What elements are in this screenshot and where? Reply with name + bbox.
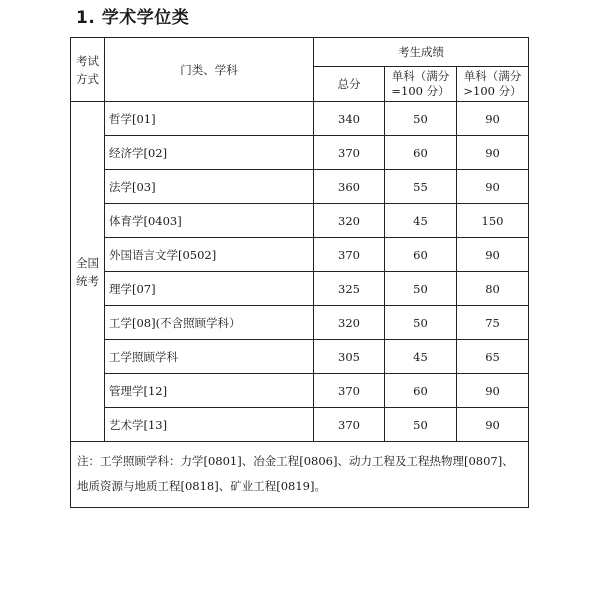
header-category: 门类、学科 <box>105 38 314 102</box>
subject-cell: 外国语言文学[0502] <box>105 238 314 272</box>
table-row <box>71 238 529 272</box>
single-gt100-cell: 90 <box>457 238 529 272</box>
total-cell: 305 <box>314 340 385 374</box>
single-100-cell: 60 <box>385 238 457 272</box>
single-gt100-cell: 65 <box>457 340 529 374</box>
total-cell: 370 <box>314 408 385 442</box>
header-row-1 <box>71 38 529 67</box>
table-row <box>71 170 529 204</box>
total-cell: 360 <box>314 170 385 204</box>
note-row <box>71 442 529 508</box>
table-row <box>71 374 529 408</box>
subject-cell: 哲学[01] <box>105 102 314 136</box>
single-gt100-cell: 90 <box>457 408 529 442</box>
single-gt100-cell: 90 <box>457 102 529 136</box>
table-row <box>71 306 529 340</box>
subject-cell: 管理学[12] <box>105 374 314 408</box>
subject-cell: 理学[07] <box>105 272 314 306</box>
section-heading: 1. 学术学位类 <box>76 8 190 28</box>
total-cell: 320 <box>314 204 385 238</box>
total-cell: 320 <box>314 306 385 340</box>
subject-cell: 工学[08](不含照顾学科） <box>105 306 314 340</box>
single-100-cell: 50 <box>385 272 457 306</box>
total-cell: 370 <box>314 136 385 170</box>
total-cell: 370 <box>314 374 385 408</box>
total-cell: 325 <box>314 272 385 306</box>
single-gt100-cell: 80 <box>457 272 529 306</box>
subject-cell: 艺术学[13] <box>105 408 314 442</box>
total-cell: 370 <box>314 238 385 272</box>
single-gt100-cell: 90 <box>457 136 529 170</box>
exam-method-cell: 全国统考 <box>71 102 105 442</box>
single-gt100-cell: 90 <box>457 170 529 204</box>
table-row <box>71 272 529 306</box>
single-gt100-cell: 75 <box>457 306 529 340</box>
single-100-cell: 45 <box>385 204 457 238</box>
header-single-100: 单科（满分=100 分） <box>385 67 457 102</box>
single-gt100-cell: 90 <box>457 374 529 408</box>
header-total: 总分 <box>314 67 385 102</box>
subject-cell: 工学照顾学科 <box>105 340 314 374</box>
single-100-cell: 50 <box>385 102 457 136</box>
table-row <box>71 136 529 170</box>
single-100-cell: 45 <box>385 340 457 374</box>
single-100-cell: 50 <box>385 306 457 340</box>
header-single-gt100: 单科（满分>100 分） <box>457 67 529 102</box>
single-100-cell: 60 <box>385 374 457 408</box>
header-exam-method: 考试方式 <box>71 38 105 102</box>
subject-cell: 经济学[02] <box>105 136 314 170</box>
header-scores-group: 考生成绩 <box>314 38 529 67</box>
single-gt100-cell: 150 <box>457 204 529 238</box>
table-row <box>71 340 529 374</box>
total-cell: 340 <box>314 102 385 136</box>
single-100-cell: 50 <box>385 408 457 442</box>
subject-cell: 体育学[0403] <box>105 204 314 238</box>
single-100-cell: 60 <box>385 136 457 170</box>
table-row <box>71 408 529 442</box>
table-row <box>71 102 529 136</box>
note-text: 注：工学照顾学科：力学[0801]、冶金工程[0806]、动力工程及工程热物理[0807]、地质资源与地质工程[0818]、矿业工程[0819]。 <box>71 442 529 508</box>
table-row <box>71 204 529 238</box>
single-100-cell: 55 <box>385 170 457 204</box>
score-table <box>70 37 529 508</box>
subject-cell: 法学[03] <box>105 170 314 204</box>
